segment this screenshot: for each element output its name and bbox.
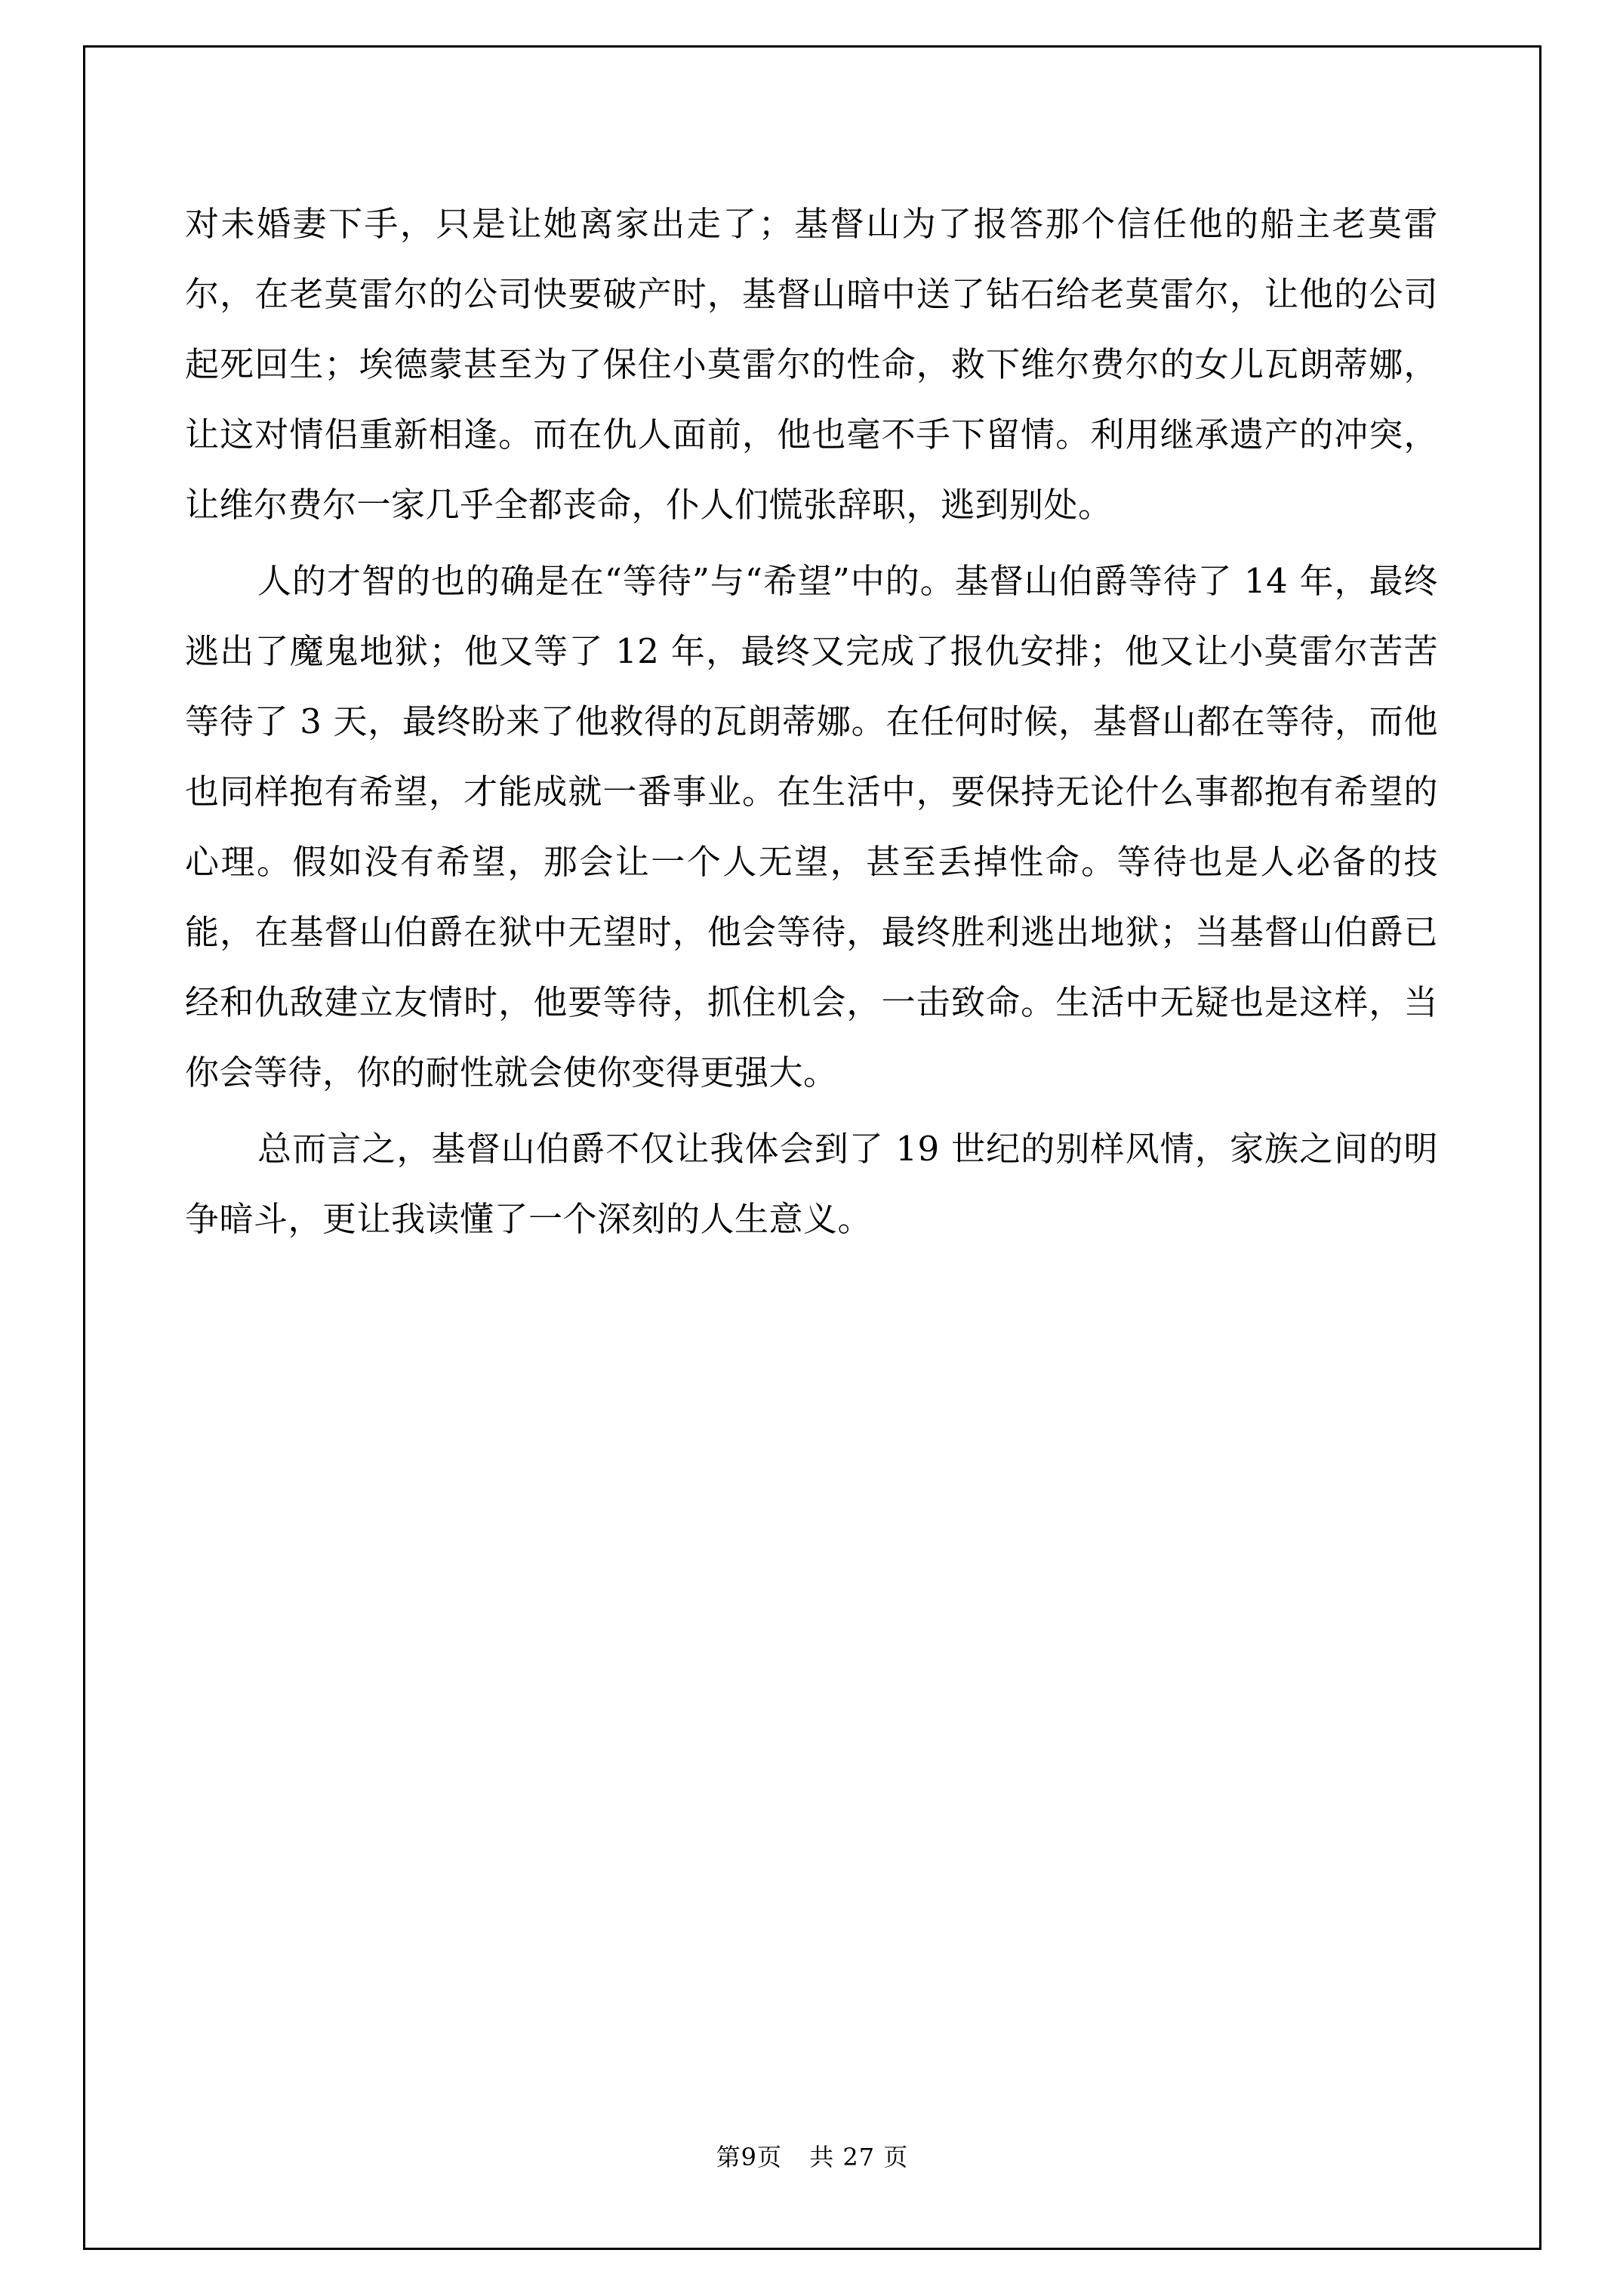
footer-current-page: 第9页 [716, 2143, 783, 2171]
footer-total-pages: 共 27 页 [809, 2143, 909, 2171]
page-content [185, 189, 1438, 1260]
paragraph-3: 总而言之，基督山伯爵不仅让我体会到了 19 世纪的别样风情，家族之间的明争暗斗，更让我读懂了一个深刻的人生意义。 [185, 1129, 1438, 1239]
page-footer [85, 2138, 1539, 2173]
paragraph-1: 对未婚妻下手，只是让她离家出走了；基督山为了报答那个信任他的船主老莫雷尔，在老莫雷尔的公司快要破产时，基督山暗中送了钻石给老莫雷尔，让他的公司起死回生；埃德蒙甚至为了保住小莫雷尔的性命，救下维尔费尔的女儿瓦朗蒂娜，让这对情侣重新相逢。而在仇人面前，他也毫不手下留情。利用继承遗产的冲突，让维尔费尔一家几乎全都丧命，仆人们慌张辞职，逃到别处。 [185, 204, 1438, 525]
paragraph-2: 人的才智的也的确是在“等待”与“希望”中的。基督山伯爵等待了 14 年，最终逃出了魔鬼地狱；他又等了 12 年，最终又完成了报仇安排；他又让小莫雷尔苦苦等待了 3 天，最终盼来了他救得的瓦朗蒂娜。在任何时候，基督山都在等待，而他也同样抱有希望，才能成就一番事业。在生活中，要保持无论什么事都抱有希望的心理。假如没有希望，那会让一个人无望，甚至丢掉性命。等待也是人必备的技能，在基督山伯爵在狱中无望时，他会等待，最终胜利逃出地狱；当基督山伯爵已经和仇敌建立友情时，他要等待，抓住机会，一击致命。生活中无疑也是这样，当你会等待，你的耐性就会使你变得更强大。 [185, 561, 1438, 1093]
